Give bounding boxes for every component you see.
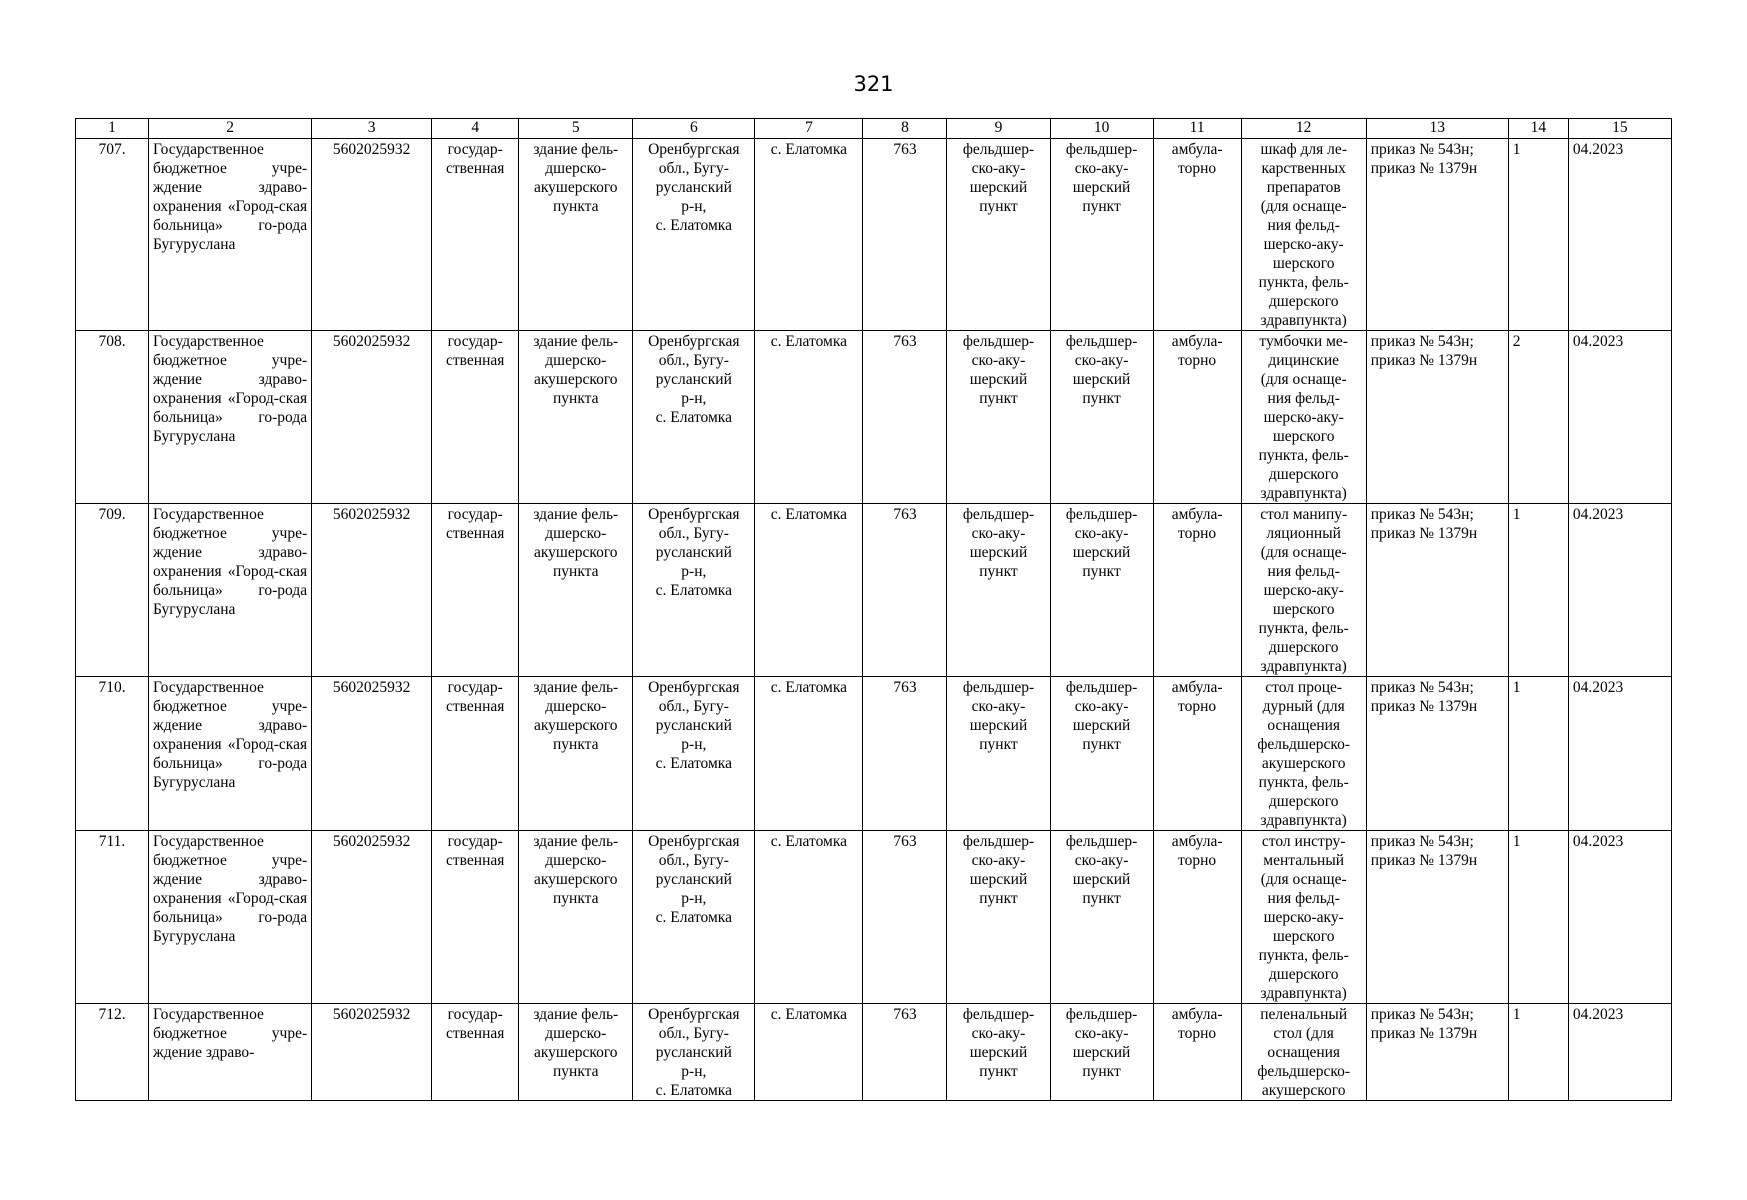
quantity: 1 — [1508, 831, 1568, 1004]
column-header: 1 — [76, 119, 149, 139]
column-header: 6 — [633, 119, 755, 139]
address: Оренбургская обл., Бугу- русланский р-н, с. Елатомка — [633, 504, 755, 677]
row-number: 712. — [76, 1004, 149, 1101]
row-number: 710. — [76, 677, 149, 831]
unit-type-2: фельдшер- ско-аку- шерский пункт — [1050, 331, 1153, 504]
order-reference: приказ № 543н; приказ № 1379н — [1366, 677, 1508, 831]
locality: с. Елатомка — [755, 139, 863, 331]
ownership-type: государ- ственная — [432, 331, 519, 504]
unit-type-2: фельдшер- ско-аку- шерский пункт — [1050, 831, 1153, 1004]
organization-name: Государственное бюджетное учре-ждение здраво-охранения «Город-ская больница» го-рода Бугуруслана — [149, 139, 312, 331]
row-number: 711. — [76, 831, 149, 1004]
row-number: 707. — [76, 139, 149, 331]
inn: 5602025932 — [312, 139, 432, 331]
address: Оренбургская обл., Бугу- русланский р-н, с. Елатомка — [633, 677, 755, 831]
column-number-row — [76, 119, 1672, 139]
address: Оренбургская обл., Бугу- русланский р-н, с. Елатомка — [633, 331, 755, 504]
quantity: 1 — [1508, 1004, 1568, 1101]
table-row — [76, 504, 1672, 677]
building-type: здание фель- дшерско- акушерского пункта — [519, 504, 633, 677]
locality: с. Елатомка — [755, 831, 863, 1004]
date: 04.2023 — [1568, 677, 1671, 831]
registry-table — [75, 118, 1672, 1101]
equipment: пеленальный стол (для оснащения фельдшерско- акушерского — [1241, 1004, 1366, 1101]
column-header: 5 — [519, 119, 633, 139]
organization-name: Государственное бюджетное учре-ждение здраво-охранения «Город-ская больница» го-рода Бугуруслана — [149, 331, 312, 504]
unit-type-2: фельдшер- ско-аку- шерский пункт — [1050, 504, 1153, 677]
inn: 5602025932 — [312, 677, 432, 831]
order-reference: приказ № 543н; приказ № 1379н — [1366, 504, 1508, 677]
column-header: 8 — [863, 119, 947, 139]
order-reference: приказ № 543н; приказ № 1379н — [1366, 1004, 1508, 1101]
code: 763 — [863, 831, 947, 1004]
building-type: здание фель- дшерско- акушерского пункта — [519, 331, 633, 504]
code: 763 — [863, 331, 947, 504]
equipment: стол инстру- ментальный (для оснаще- ния фельд- шерско-аку- шерского пункта, фель- дшерского здравпункта) — [1241, 831, 1366, 1004]
building-type: здание фель- дшерско- акушерского пункта — [519, 677, 633, 831]
building-type: здание фель- дшерско- акушерского пункта — [519, 139, 633, 331]
column-header: 14 — [1508, 119, 1568, 139]
address: Оренбургская обл., Бугу- русланский р-н, с. Елатомка — [633, 831, 755, 1004]
table-row — [76, 831, 1672, 1004]
equipment: тумбочки ме- дицинские (для оснаще- ния фельд- шерско-аку- шерского пункта, фель- дшерского здравпункта) — [1241, 331, 1366, 504]
row-number: 709. — [76, 504, 149, 677]
locality: с. Елатомка — [755, 677, 863, 831]
table-row — [76, 331, 1672, 504]
column-header: 15 — [1568, 119, 1671, 139]
date: 04.2023 — [1568, 331, 1671, 504]
date: 04.2023 — [1568, 1004, 1671, 1101]
column-header: 2 — [149, 119, 312, 139]
column-header: 7 — [755, 119, 863, 139]
equipment: стол проце- дурный (для оснащения фельдшерско- акушерского пункта, фель- дшерского здравпункта) — [1241, 677, 1366, 831]
care-mode: амбула- торно — [1153, 1004, 1241, 1101]
locality: с. Елатомка — [755, 1004, 863, 1101]
inn: 5602025932 — [312, 831, 432, 1004]
building-type: здание фель- дшерско- акушерского пункта — [519, 831, 633, 1004]
date: 04.2023 — [1568, 504, 1671, 677]
order-reference: приказ № 543н; приказ № 1379н — [1366, 831, 1508, 1004]
organization-name: Государственное бюджетное учре-ждение здраво- — [149, 1004, 312, 1101]
ownership-type: государ- ственная — [432, 139, 519, 331]
building-type: здание фель- дшерско- акушерского пункта — [519, 1004, 633, 1101]
quantity: 1 — [1508, 677, 1568, 831]
ownership-type: государ- ственная — [432, 1004, 519, 1101]
code: 763 — [863, 1004, 947, 1101]
locality: с. Елатомка — [755, 504, 863, 677]
code: 763 — [863, 139, 947, 331]
care-mode: амбула- торно — [1153, 139, 1241, 331]
unit-type: фельдшер- ско-аку- шерский пункт — [947, 331, 1050, 504]
address: Оренбургская обл., Бугу- русланский р-н, с. Елатомка — [633, 139, 755, 331]
row-number: 708. — [76, 331, 149, 504]
column-header: 13 — [1366, 119, 1508, 139]
code: 763 — [863, 677, 947, 831]
unit-type: фельдшер- ско-аку- шерский пункт — [947, 504, 1050, 677]
column-header: 12 — [1241, 119, 1366, 139]
care-mode: амбула- торно — [1153, 677, 1241, 831]
unit-type-2: фельдшер- ско-аку- шерский пункт — [1050, 139, 1153, 331]
unit-type-2: фельдшер- ско-аку- шерский пункт — [1050, 1004, 1153, 1101]
organization-name: Государственное бюджетное учре-ждение здраво-охранения «Город-ская больница» го-рода Бугуруслана — [149, 677, 312, 831]
organization-name: Государственное бюджетное учре-ждение здраво-охранения «Город-ская больница» го-рода Бугуруслана — [149, 504, 312, 677]
column-header: 3 — [312, 119, 432, 139]
order-reference: приказ № 543н; приказ № 1379н — [1366, 331, 1508, 504]
code: 763 — [863, 504, 947, 677]
quantity: 2 — [1508, 331, 1568, 504]
quantity: 1 — [1508, 139, 1568, 331]
table-row — [76, 139, 1672, 331]
quantity: 1 — [1508, 504, 1568, 677]
column-header: 4 — [432, 119, 519, 139]
table-row — [76, 1004, 1672, 1101]
unit-type: фельдшер- ско-аку- шерский пункт — [947, 139, 1050, 331]
care-mode: амбула- торно — [1153, 831, 1241, 1004]
inn: 5602025932 — [312, 1004, 432, 1101]
care-mode: амбула- торно — [1153, 331, 1241, 504]
equipment: стол манипу- ляционный (для оснаще- ния фельд- шерско-аку- шерского пункта, фель- дшерского здравпункта) — [1241, 504, 1366, 677]
column-header: 10 — [1050, 119, 1153, 139]
care-mode: амбула- торно — [1153, 504, 1241, 677]
ownership-type: государ- ственная — [432, 831, 519, 1004]
equipment: шкаф для ле- карственных препаратов (для оснаще- ния фельд- шерско-аку- шерского пункта, фель- дшерского здравпункта) — [1241, 139, 1366, 331]
inn: 5602025932 — [312, 504, 432, 677]
column-header: 11 — [1153, 119, 1241, 139]
ownership-type: государ- ственная — [432, 677, 519, 831]
organization-name: Государственное бюджетное учре-ждение здраво-охранения «Город-ская больница» го-рода Бугуруслана — [149, 831, 312, 1004]
unit-type-2: фельдшер- ско-аку- шерский пункт — [1050, 677, 1153, 831]
table-row — [76, 677, 1672, 831]
date: 04.2023 — [1568, 831, 1671, 1004]
address: Оренбургская обл., Бугу- русланский р-н, с. Елатомка — [633, 1004, 755, 1101]
unit-type: фельдшер- ско-аку- шерский пункт — [947, 677, 1050, 831]
date: 04.2023 — [1568, 139, 1671, 331]
column-header: 9 — [947, 119, 1050, 139]
ownership-type: государ- ственная — [432, 504, 519, 677]
locality: с. Елатомка — [755, 331, 863, 504]
unit-type: фельдшер- ско-аку- шерский пункт — [947, 1004, 1050, 1101]
inn: 5602025932 — [312, 331, 432, 504]
unit-type: фельдшер- ско-аку- шерский пункт — [947, 831, 1050, 1004]
order-reference: приказ № 543н; приказ № 1379н — [1366, 139, 1508, 331]
page-number: 321 — [853, 72, 894, 96]
